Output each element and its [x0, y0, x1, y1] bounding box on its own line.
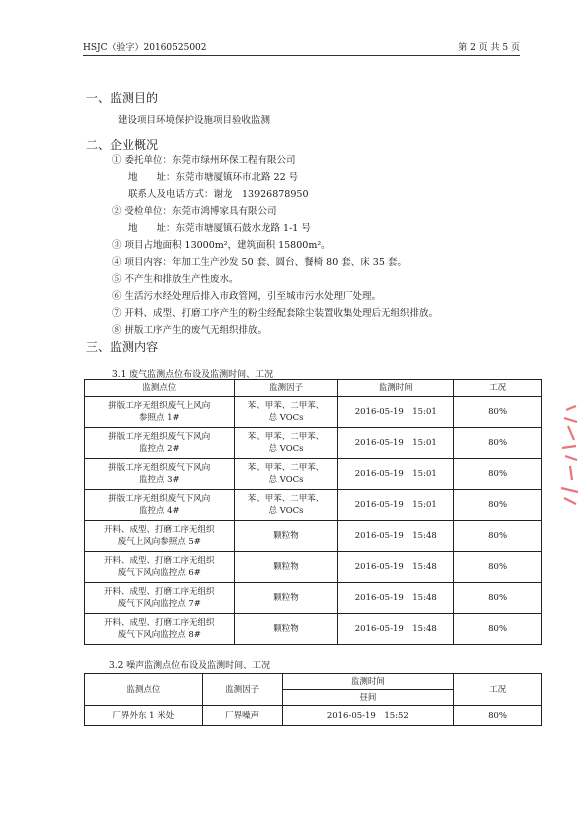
- section-1-text: 建设项目环境保护设施项目验收监测: [118, 115, 271, 126]
- table-row: [85, 614, 542, 645]
- cell-factor: 苯、甲苯、二甲苯、 总 VOCs: [234, 490, 338, 521]
- cell-factor: 厂界噪声: [202, 706, 282, 726]
- cell-time: 2016-05-19 15:01: [338, 490, 454, 521]
- cell-point: 开料、成型、打磨工序无组织 废气下风向监控点 6#: [85, 552, 235, 583]
- table-row: [85, 428, 542, 459]
- cell-time: 2016-05-19 15:48: [338, 614, 454, 645]
- section-3-title: 三、监测内容: [86, 340, 159, 354]
- cell-factor: 颗粒物: [234, 614, 338, 645]
- company-info-line: ② 受检单位：东莞市鸿博家具有限公司: [112, 206, 277, 217]
- cell-time: 2016-05-19 15:48: [338, 552, 454, 583]
- col-header-point: 监测点位: [85, 380, 235, 397]
- table-row: [85, 706, 542, 726]
- cell-time: 2016-05-19 15:01: [338, 459, 454, 490]
- cell-factor: 颗粒物: [234, 583, 338, 614]
- cell-point: 拼版工序无组织废气下风向 监控点 3#: [85, 459, 235, 490]
- cell-condition: 80%: [454, 614, 542, 645]
- table-1-caption: 3.1 废气监测点位布设及监测时间、工况: [112, 370, 274, 380]
- cell-time: 2016-05-19 15:48: [338, 583, 454, 614]
- cell-point: 拼版工序无组织废气下风向 监控点 4#: [85, 490, 235, 521]
- section-1-title: 一、监测目的: [86, 91, 159, 105]
- table-row: [85, 583, 542, 614]
- col-header-point: 监测点位: [85, 674, 203, 706]
- cell-point: 开料、成型、打磨工序无组织 废气下风向监控点 8#: [85, 614, 235, 645]
- cell-time: 2016-05-19 15:01: [338, 428, 454, 459]
- doc-number: HSJC（验字）20160525002: [83, 43, 207, 53]
- company-info-line: ⑦ 开料、成型、打磨工序产生的粉尘经配套除尘装置收集处理后无组织排放。: [112, 308, 439, 319]
- cell-condition: 80%: [454, 490, 542, 521]
- cell-condition: 80%: [454, 428, 542, 459]
- cell-time: 2016-05-19 15:52: [282, 706, 454, 726]
- page-header: [83, 37, 520, 56]
- table-row: [85, 552, 542, 583]
- col-header-factor: 监测因子: [234, 380, 338, 397]
- company-info-line: ⑧ 拼版工序产生的废气无组织排放。: [112, 325, 268, 336]
- col-header-factor: 监测因子: [202, 674, 282, 706]
- cell-factor: 苯、甲苯、二甲苯、 总 VOCs: [234, 459, 338, 490]
- cell-point: 拼版工序无组织废气上风向 参照点 1#: [85, 397, 235, 428]
- company-info-line: ① 委托单位：东莞市绿州环保工程有限公司: [112, 155, 296, 166]
- page-number: 第 2 页 共 5 页: [458, 43, 520, 53]
- noise-table: [84, 673, 542, 726]
- cell-factor: 颗粒物: [234, 521, 338, 552]
- cell-factor: 颗粒物: [234, 552, 338, 583]
- cell-point: 厂界外东 1 米处: [85, 706, 203, 726]
- table-row: [85, 397, 542, 428]
- company-info-line: ④ 项目内容：年加工生产沙发 50 套、圆台、餐椅 80 套、床 35 套。: [112, 257, 407, 268]
- cell-point: 开料、成型、打磨工序无组织 废气下风向监控点 7#: [85, 583, 235, 614]
- company-info-line: 联系人及电话方式：谢龙 13926878950: [128, 189, 309, 200]
- col-header-condition: 工况: [454, 380, 542, 397]
- col-header-time: 监测时间: [338, 380, 454, 397]
- table-row: [85, 459, 542, 490]
- col-header-day: 昼间: [282, 690, 454, 706]
- cell-factor: 苯、甲苯、二甲苯、 总 VOCs: [234, 428, 338, 459]
- cell-point: 开料、成型、打磨工序无组织 废气上风向参照点 5#: [85, 521, 235, 552]
- table-2-caption: 3.2 噪声监测点位布设及监测时间、工况: [109, 661, 271, 671]
- emission-table: [84, 379, 542, 645]
- cell-condition: 80%: [454, 521, 542, 552]
- col-header-time: 监测时间: [282, 674, 454, 690]
- table-row: [85, 521, 542, 552]
- section-2-title: 二、企业概况: [86, 138, 159, 152]
- company-info-line: ③ 项目占地面积 13000m²，建筑面积 15800m²。: [112, 240, 331, 251]
- cell-point: 拼版工序无组织废气下风向 监控点 2#: [85, 428, 235, 459]
- cell-condition: 80%: [454, 583, 542, 614]
- seal-stamp-fragment: [556, 400, 578, 510]
- cell-condition: 80%: [454, 459, 542, 490]
- col-header-condition: 工况: [454, 674, 542, 706]
- cell-time: 2016-05-19 15:01: [338, 397, 454, 428]
- company-info-line: ⑥ 生活污水经处理后排入市政管网，引至城市污水处理厂处理。: [112, 291, 382, 302]
- company-info-line: 地 址：东莞市塘厦镇环市北路 22 号: [128, 172, 299, 183]
- cell-factor: 苯、甲苯、二甲苯、 总 VOCs: [234, 397, 338, 428]
- cell-condition: 80%: [454, 706, 542, 726]
- company-info-line: ⑤ 不产生和排放生产性废水。: [112, 274, 239, 285]
- cell-condition: 80%: [454, 552, 542, 583]
- company-info-line: 地 址：东莞市塘厦镇石鼓水龙路 1-1 号: [128, 223, 311, 234]
- table-row: [85, 490, 542, 521]
- cell-time: 2016-05-19 15:48: [338, 521, 454, 552]
- cell-condition: 80%: [454, 397, 542, 428]
